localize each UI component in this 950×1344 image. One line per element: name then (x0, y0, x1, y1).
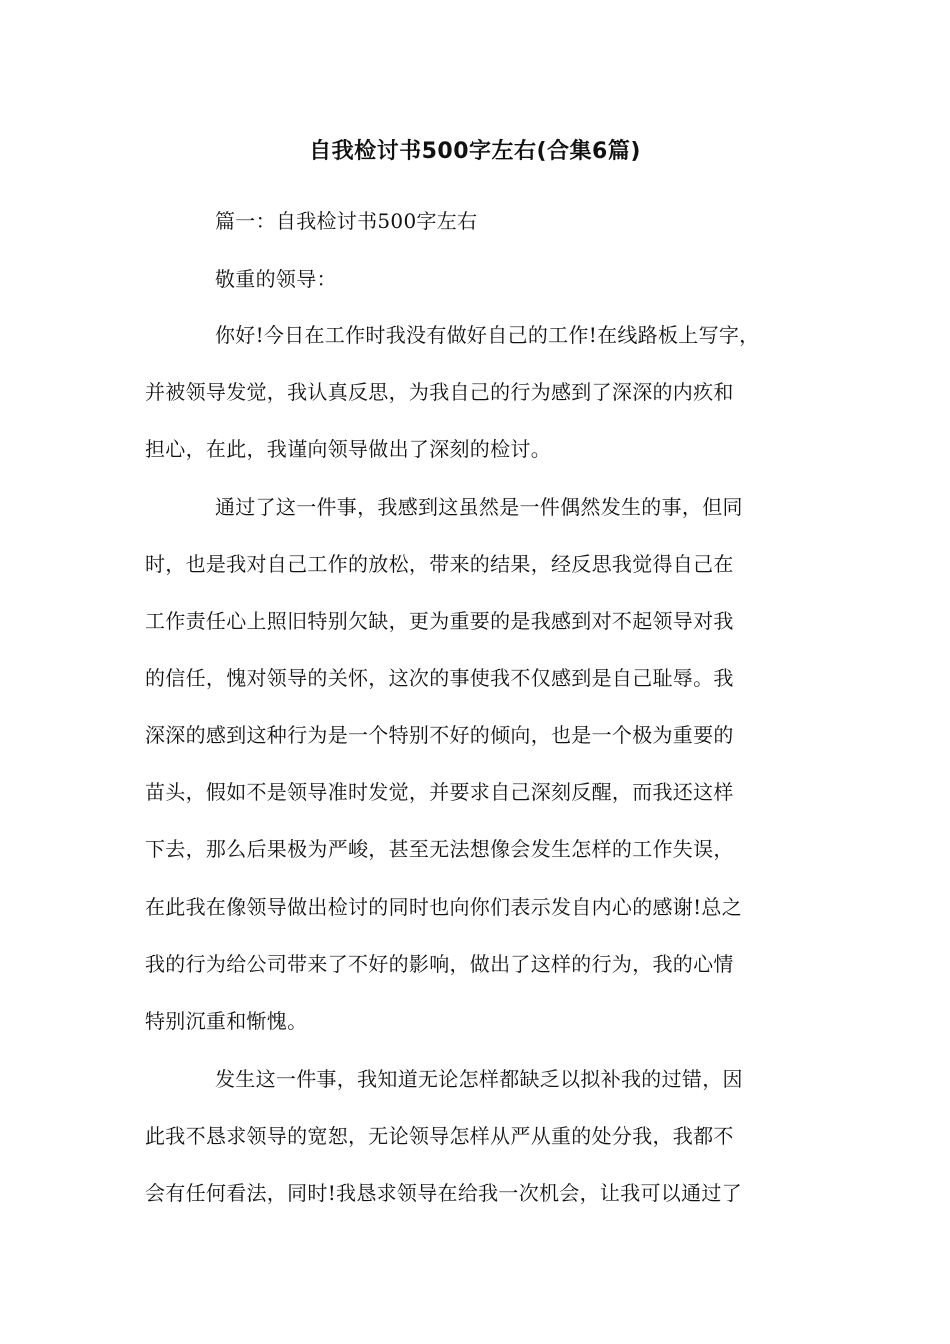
paragraph-line: 在此我在像领导做出检讨的同时也向你们表示发自内心的感谢!总之 (145, 895, 743, 919)
paragraph-line: 时，也是我对自己工作的放松，带来的结果，经反思我觉得自己在 (145, 552, 734, 576)
paragraph-line: 工作责任心上照旧特别欠缺，更为重要的是我感到对不起领导对我 (145, 609, 734, 633)
paragraph-line: 发生这一件事，我知道无论怎样都缺乏以拟补我的过错，因 (215, 1067, 743, 1091)
paragraph-line: 下去，那么后果极为严峻，甚至无法想像会发生怎样的工作失误， (145, 837, 734, 861)
paragraph-line: 我的行为给公司带来了不好的影响，做出了这样的行为，我的心情 (145, 952, 734, 976)
paragraph-line: 的信任，愧对领导的关怀，这次的事使我不仅感到是自己耻辱。我 (145, 666, 734, 690)
paragraph-line: 担心，在此，我谨向领导做出了深刻的检讨。 (145, 437, 551, 461)
paragraph-line: 并被领导发觉，我认真反思，为我自己的行为感到了深深的内疚和 (145, 380, 734, 404)
paragraph-line: 深深的感到这种行为是一个特别不好的倾向，也是一个极为重要的 (145, 723, 734, 747)
paragraph-line: 特别沉重和惭愧。 (145, 1009, 308, 1033)
paragraph-line: 会有任何看法，同时!我恳求领导在给我一次机会，让我可以通过了 (145, 1181, 743, 1205)
paragraph-line: 你好!今日在工作时我没有做好自己的工作!在线路板上写字， (215, 323, 760, 347)
paragraph-line: 通过了这一件事，我感到这虽然是一件偶然发生的事，但同 (215, 495, 743, 519)
section-heading: 篇一：自我检讨书500字左右 (215, 209, 478, 233)
paragraph-line: 此我不恳求领导的宽恕，无论领导怎样从严从重的处分我，我都不 (145, 1124, 734, 1148)
paragraph-line: 苗头，假如不是领导准时发觉，并要求自己深刻反醒，而我还这样 (145, 780, 734, 804)
document-title: 自我检讨书500字左右(合集6篇) (309, 139, 641, 164)
salutation: 敬重的领导： (215, 267, 337, 291)
